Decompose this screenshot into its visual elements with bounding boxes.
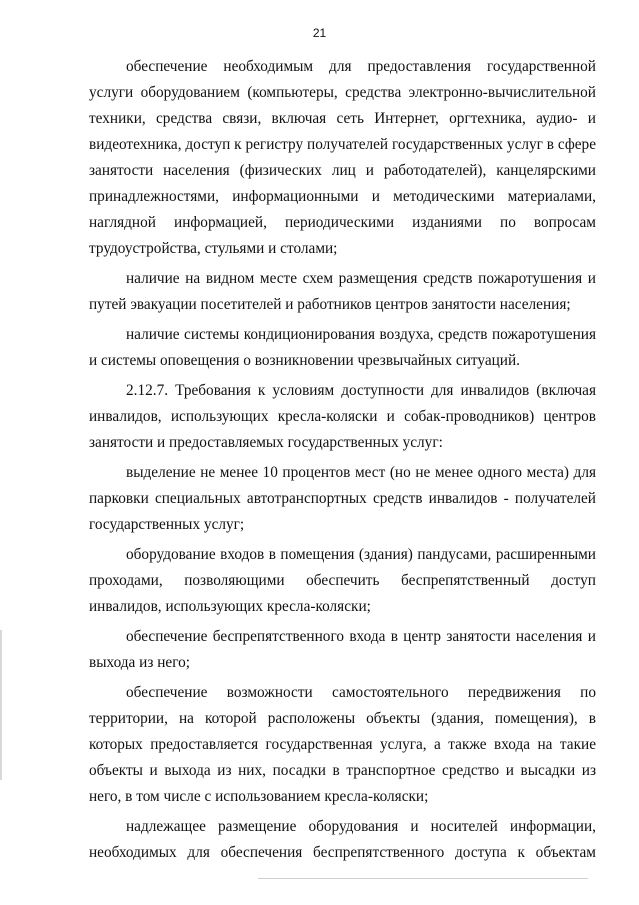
text-line: занятости и предоставляемых государственных услуг: xyxy=(89,434,443,451)
document-body xyxy=(89,54,596,866)
text-line: проходами, позволяющими обеспечить беспрепятственный доступ xyxy=(89,572,596,589)
text-line: оборудование входов в помещения (здания) пандусами, расширенными xyxy=(126,546,596,563)
paragraph-air-conditioning xyxy=(89,322,596,374)
text-line: наглядной информацией, периодическими изданиями по вопросам xyxy=(89,214,596,231)
text-line: территории, на которой расположены объекты (здания, помещения), в xyxy=(89,710,596,727)
text-line: обеспечение необходимым для предоставления государственной xyxy=(126,58,596,75)
paragraph-parking xyxy=(89,460,596,538)
text-line: принадлежностями, информационными и методическими материалами, xyxy=(89,188,596,205)
paragraph-ramps xyxy=(89,542,596,620)
text-line: инвалидов, использующих кресла-коляски; xyxy=(89,598,371,615)
text-line: выделение не менее 10 процентов мест (но не менее одного места) для xyxy=(126,464,596,481)
text-line: трудоустройства, стульями и столами; xyxy=(89,240,338,257)
text-line: него, в том числе с использованием кресла-коляски; xyxy=(89,788,429,805)
paragraph-equipment xyxy=(89,54,596,262)
paragraph-information-placement xyxy=(89,814,596,866)
paragraph-section-2-12-7 xyxy=(89,378,596,456)
text-line: необходимых для обеспечения беспрепятственного доступа к объектам xyxy=(89,844,596,861)
text-line: видеотехника, доступ к регистру получателей государственных услуг в сфере xyxy=(89,136,596,153)
text-line: которых предоставляется государственная услуга, а также входа на такие xyxy=(89,736,596,753)
text-line: 2.12.7. Требования к условиям доступности для инвалидов (включая xyxy=(126,382,596,399)
text-line: услуги оборудованием (компьютеры, средства электронно-вычислительной xyxy=(89,84,596,101)
paragraph-movement xyxy=(89,680,596,810)
text-line: объекты и выхода из них, посадки в транспортное средство и высадки из xyxy=(89,762,596,779)
text-line: техники, средства связи, включая сеть Интернет, оргтехника, аудио- и xyxy=(89,110,596,127)
text-line: обеспечение беспрепятственного входа в центр занятости населения и xyxy=(126,628,596,645)
text-line: обеспечение возможности самостоятельного передвижения по xyxy=(126,684,596,701)
text-line: наличие на видном месте схем размещения средств пожаротушения и xyxy=(126,270,596,287)
paragraph-entrance xyxy=(89,624,596,676)
text-line: занятости населения (физических лиц и работодателей), канцелярскими xyxy=(89,162,596,179)
scan-bottom-edge xyxy=(258,878,588,879)
text-line: и системы оповещения о возникновении чрезвычайных ситуаций. xyxy=(89,352,521,369)
text-line: надлежащее размещение оборудования и носителей информации, xyxy=(126,818,596,835)
scan-margin-mark xyxy=(0,630,2,780)
text-line: инвалидов, использующих кресла-коляски и собак-проводников) центров xyxy=(89,408,596,425)
text-line: путей эвакуации посетителей и работников центров занятости населения; xyxy=(89,296,571,313)
page-number: 21 xyxy=(312,26,327,40)
text-line: наличие системы кондиционирования воздуха, средств пожаротушения xyxy=(126,326,596,343)
paragraph-evacuation xyxy=(89,266,596,318)
text-line: парковки специальных автотранспортных средств инвалидов - получателей xyxy=(89,490,596,507)
text-line: выхода из него; xyxy=(89,654,190,671)
text-line: государственных услуг; xyxy=(89,516,245,533)
